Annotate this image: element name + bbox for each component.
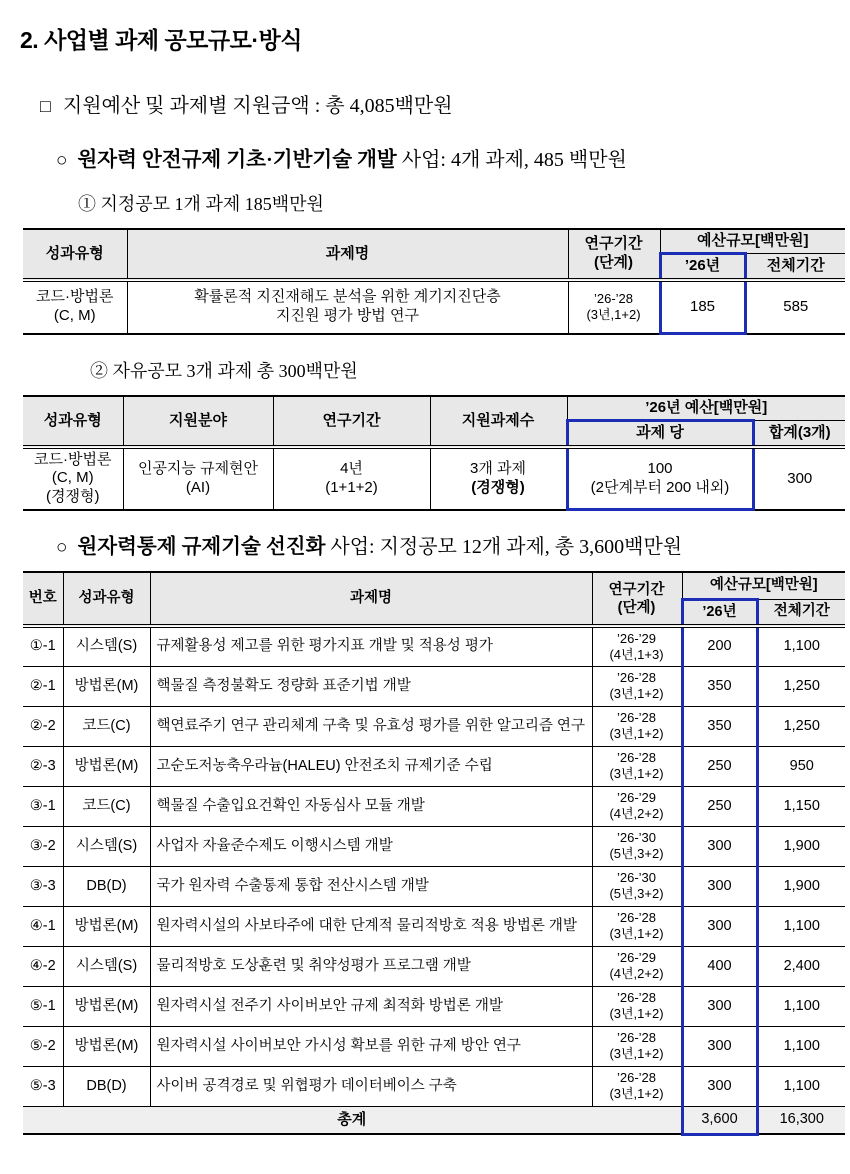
col-header-budget: 예산규모[백만원]	[682, 572, 845, 599]
cell-name: 고순도저농축우라늄(HALEU) 안전조치 규제기준 수립	[150, 746, 592, 786]
section2-title	[56, 529, 850, 559]
table-row	[23, 666, 845, 706]
cell-period: ’26-’29 (4년,2+2)	[592, 786, 682, 826]
cell-total: 1,250	[757, 706, 845, 746]
cell-period: ’26-’29 (4년,1+3)	[592, 626, 682, 666]
cell-period: ’26-’28 (3년,1+2)	[592, 746, 682, 786]
cell-no: ③-3	[23, 866, 63, 906]
circle-bullet-icon: ○	[56, 150, 68, 171]
cell-y26: 300	[682, 986, 757, 1026]
cell-y26: 350	[682, 666, 757, 706]
control-program-table	[23, 571, 845, 1136]
col-header-name: 과제명	[127, 229, 568, 280]
cell-name: 사이버 공격경로 및 위협평가 데이터베이스 구축	[150, 1066, 592, 1106]
cell-name: 핵물질 측정불확도 정량화 표준기법 개발	[150, 666, 592, 706]
cell-sum: 300	[753, 447, 845, 510]
section2-title-rest: 사업: 지정공모 12개 과제, 총 3,600백만원	[325, 536, 683, 559]
col-header-type: 성과유형	[23, 396, 123, 447]
cell-y26: 350	[682, 706, 757, 746]
cell-name: 물리적방호 도상훈련 및 취약성평가 프로그램 개발	[150, 946, 592, 986]
col-header-sum: 합계(3개)	[753, 421, 845, 447]
cell-type: 방법론(M)	[63, 906, 150, 946]
col-header-per-project: 과제 당	[567, 421, 753, 447]
cell-type: 코드·방법론 (C, M) (경쟁형)	[23, 447, 123, 510]
cell-period: ’26-’28 (3년,1+2)	[592, 986, 682, 1026]
cell-type: 코드(C)	[63, 706, 150, 746]
table-row	[23, 706, 845, 746]
cell-period: ’26-’28 (3년,1+2)	[592, 666, 682, 706]
cell-type: 방법론(M)	[63, 1026, 150, 1066]
col-header-period: 연구기간	[273, 396, 430, 447]
cell-type: 시스템(S)	[63, 946, 150, 986]
col-header-total-period: 전체기간	[745, 254, 845, 280]
table-row	[23, 986, 845, 1026]
cell-type: 시스템(S)	[63, 826, 150, 866]
table-row	[23, 866, 845, 906]
cell-name: 확률론적 지진재해도 분석을 위한 계기지진단층 지진원 평가 방법 연구	[127, 280, 568, 334]
table-header-row	[23, 572, 845, 599]
designated-call-table	[23, 228, 845, 335]
col-header-y26: ’26년	[660, 254, 745, 280]
cell-type: 방법론(M)	[63, 986, 150, 1026]
table3-body	[23, 626, 845, 1106]
cell-no: ④-1	[23, 906, 63, 946]
cell-name: 핵물질 수출입요건확인 자동심사 모듈 개발	[150, 786, 592, 826]
page-title: 2. 사업별 과제 공모규모·방식	[20, 27, 302, 53]
section1-title-rest: 사업: 4개 과제, 485 백만원	[396, 149, 627, 171]
budget-summary-line	[40, 89, 850, 118]
cell-period: ’26-’29 (4년,2+2)	[592, 946, 682, 986]
cell-total: 1,900	[757, 866, 845, 906]
table-row	[23, 906, 845, 946]
cell-period: ’26-’28 (3년,1+2)	[568, 280, 660, 334]
cell-type: 방법론(M)	[63, 746, 150, 786]
table-row	[23, 946, 845, 986]
cell-total: 1,900	[757, 826, 845, 866]
col-header-total-period: 전체기간	[757, 599, 845, 626]
col-header-no: 번호	[23, 572, 63, 626]
document-page	[0, 22, 850, 1136]
section1-title	[56, 142, 850, 172]
cell-total: 1,100	[757, 626, 845, 666]
cell-no: ⑤-2	[23, 1026, 63, 1066]
cell-total-overall: 16,300	[757, 1106, 845, 1134]
section1-item1-label: ① 지정공모 1개 과제 185백만원	[78, 194, 324, 214]
cell-y26: 185	[660, 280, 745, 334]
cell-type: 코드·방법론 (C, M)	[23, 280, 127, 334]
col-header-y26: ’26년	[682, 599, 757, 626]
table-header-row	[23, 229, 845, 254]
cell-period: ’26-’30 (5년,3+2)	[592, 826, 682, 866]
cell-y26: 200	[682, 626, 757, 666]
square-bullet-icon: □	[40, 96, 51, 116]
circle-bullet-icon: ○	[56, 537, 68, 559]
table-row	[23, 786, 845, 826]
cell-type: 시스템(S)	[63, 626, 150, 666]
table-row	[23, 1026, 845, 1066]
cell-no: ③-2	[23, 826, 63, 866]
col-header-period: 연구기간 (단계)	[592, 572, 682, 626]
cell-no: ④-2	[23, 946, 63, 986]
cell-name: 핵연료주기 연구 관리체계 구축 및 유효성 평가를 위한 알고리즘 연구	[150, 706, 592, 746]
cell-name: 사업자 자율준수제도 이행시스템 개발	[150, 826, 592, 866]
col-header-type: 성과유형	[63, 572, 150, 626]
cell-no: ②-3	[23, 746, 63, 786]
cell-total: 1,100	[757, 1026, 845, 1066]
col-header-budget26: ’26년 예산[백만원]	[567, 396, 845, 421]
total-row	[23, 1106, 845, 1134]
cell-y26: 300	[682, 906, 757, 946]
cell-y26: 300	[682, 866, 757, 906]
col-header-period: 연구기간 (단계)	[568, 229, 660, 280]
cell-y26: 400	[682, 946, 757, 986]
cell-y26: 300	[682, 826, 757, 866]
cell-per-project: 100 (2단계부터 200 내외)	[567, 447, 753, 510]
cell-type: DB(D)	[63, 866, 150, 906]
section2-title-bold: 원자력통제 규제기술 선진화	[77, 536, 326, 559]
section1-title-bold: 원자력 안전규제 기초·기반기술 개발	[77, 149, 397, 171]
cell-total-y26: 3,600	[682, 1106, 757, 1134]
cell-name: 원자력시설 사이버보안 가시성 확보를 위한 규제 방안 연구	[150, 1026, 592, 1066]
cell-y26: 250	[682, 746, 757, 786]
cell-field: 인공지능 규제현안 (AI)	[123, 447, 273, 510]
table-row	[23, 1066, 845, 1106]
table-row	[23, 826, 845, 866]
cell-no: ⑤-3	[23, 1066, 63, 1106]
cell-y26: 300	[682, 1066, 757, 1106]
cell-name: 원자력시설 전주기 사이버보안 규제 최적화 방법론 개발	[150, 986, 592, 1026]
col-header-field: 지원분야	[123, 396, 273, 447]
table-header-row	[23, 396, 845, 421]
cell-period: ’26-’28 (3년,1+2)	[592, 706, 682, 746]
cell-total: 1,100	[757, 906, 845, 946]
cell-count: 3개 과제 (경쟁형)	[430, 447, 567, 510]
open-call-table	[23, 395, 845, 511]
cell-type: DB(D)	[63, 1066, 150, 1106]
cell-period: ’26-’28 (3년,1+2)	[592, 1066, 682, 1106]
cell-period: ’26-’28 (3년,1+2)	[592, 1026, 682, 1066]
budget-summary-text: 지원예산 및 과제별 지원금액 : 총 4,085백만원	[62, 95, 453, 117]
col-header-name: 과제명	[150, 572, 592, 626]
col-header-budget: 예산규모[백만원]	[660, 229, 845, 254]
cell-name: 규제활용성 제고를 위한 평가지표 개발 및 적용성 평가	[150, 626, 592, 666]
cell-total: 585	[745, 280, 845, 334]
cell-no: ①-1	[23, 626, 63, 666]
cell-total: 950	[757, 746, 845, 786]
cell-no: ⑤-1	[23, 986, 63, 1026]
cell-period: 4년 (1+1+2)	[273, 447, 430, 510]
cell-name: 원자력시설의 사보타주에 대한 단계적 물리적방호 적용 방법론 개발	[150, 906, 592, 946]
cell-period: ’26-’30 (5년,3+2)	[592, 866, 682, 906]
col-header-count: 지원과제수	[430, 396, 567, 447]
cell-y26: 300	[682, 1026, 757, 1066]
table-row	[23, 626, 845, 666]
cell-total: 2,400	[757, 946, 845, 986]
cell-type: 방법론(M)	[63, 666, 150, 706]
cell-no: ②-2	[23, 706, 63, 746]
cell-no: ②-1	[23, 666, 63, 706]
cell-y26: 250	[682, 786, 757, 826]
cell-period: ’26-’28 (3년,1+2)	[592, 906, 682, 946]
col-header-type: 성과유형	[23, 229, 127, 280]
cell-total: 1,150	[757, 786, 845, 826]
cell-total: 1,100	[757, 1066, 845, 1106]
table-row	[23, 447, 845, 510]
cell-total: 1,250	[757, 666, 845, 706]
section1-item2-label: ② 자유공모 3개 과제 총 300백만원	[90, 361, 358, 382]
cell-name: 국가 원자력 수출통제 통합 전산시스템 개발	[150, 866, 592, 906]
cell-no: ③-1	[23, 786, 63, 826]
cell-total: 1,100	[757, 986, 845, 1026]
cell-type: 코드(C)	[63, 786, 150, 826]
table-row	[23, 280, 845, 334]
table-row	[23, 746, 845, 786]
cell-total-label: 총계	[23, 1106, 682, 1134]
